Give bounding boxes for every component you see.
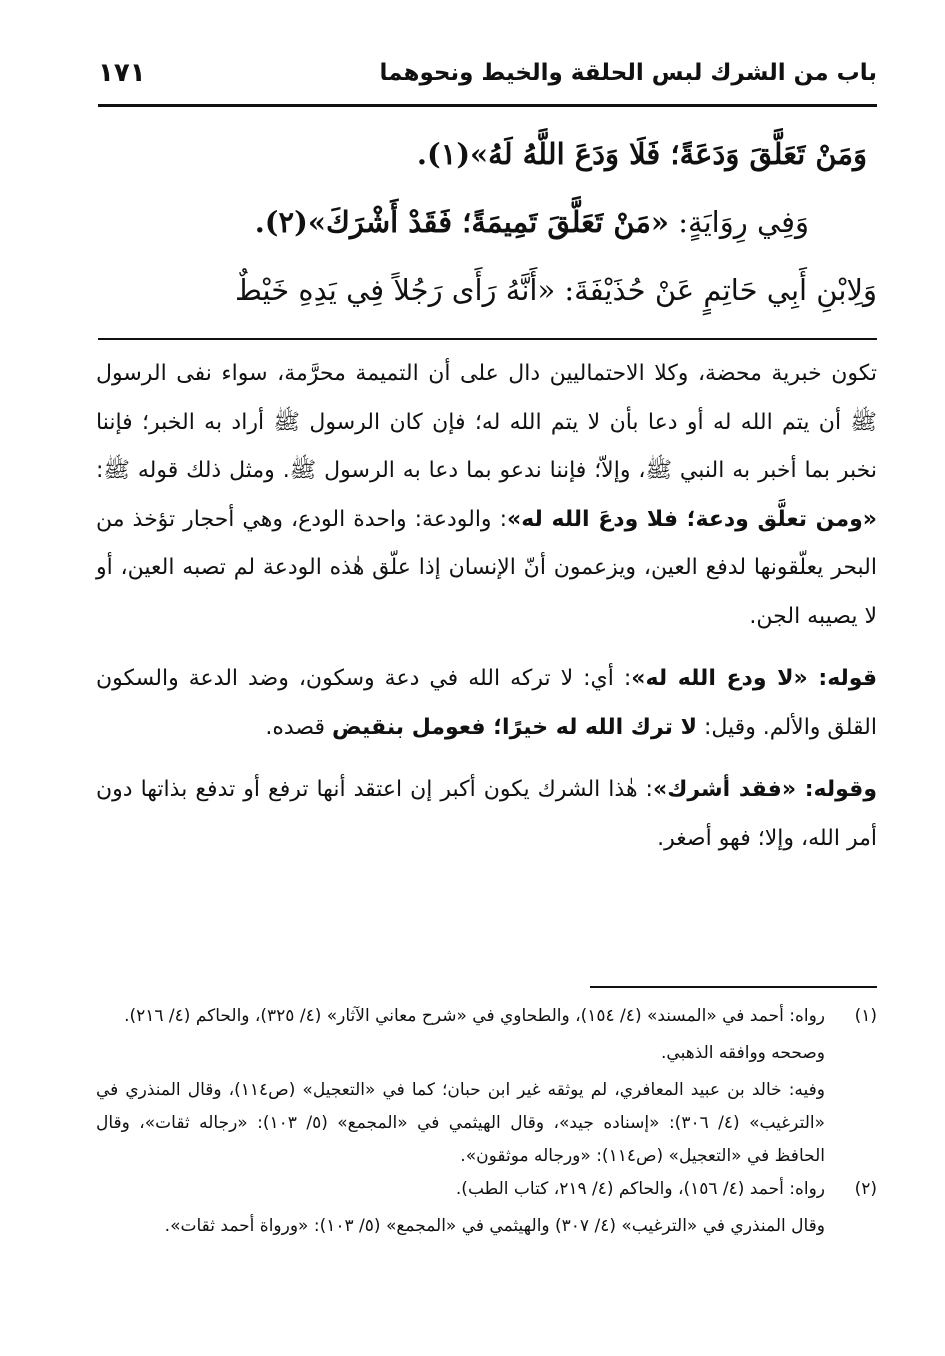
- page-number: ١٧١: [98, 58, 146, 88]
- p2-text-a: : أي: لا تركه الله في دعة وسكون، وضد الدعة والسكون القلق والألم. وقيل:: [96, 666, 877, 740]
- matn-line-2-quote: «مَنْ تَعَلَّقَ تَمِيمَةً؛ فَقَدْ أَشْرَكَ»(٢).: [254, 205, 670, 239]
- p3-lead: وقوله: «فقد أشرك»: [652, 777, 877, 802]
- p2-bold: لا ترك الله له خيرًا؛ فعومل بنقيض: [331, 714, 697, 740]
- p2-text-b: قصده.: [265, 714, 332, 740]
- commentary-paragraph-3: [96, 766, 877, 863]
- matn-line-3: وَلِابْنِ أَبِي حَاتِمٍ عَنْ حُذَيْفَةَ: «أَنَّهُ رَأَى رَجُلاً فِي يَدِهِ خَيْطٌ: [234, 273, 877, 307]
- footnote-line: رواه: أحمد (٤/ ١٥٦)، والحاكم (٤/ ٢١٩، كتاب الطب).: [455, 1179, 825, 1199]
- footnote-body: [96, 1000, 825, 1173]
- footnote-line: وفيه: خالد بن عبيد المعافري، لم يوثقه غير ابن حبان؛ كما في «التعجيل» (ص١١٤)، وقال المنذري في «الترغيب» (٤/ ٣٠٦): «إسناده جيد»، وقال الهيثمي في «المجمع» (٥/ ١٠٣): «رجاله ثقات»، وقال الحافظ في «التعجيل» (ص١١٤): «ورجاله موثقون».: [96, 1080, 825, 1166]
- footnote-divider: [590, 986, 877, 988]
- footnotes: [96, 1000, 877, 1243]
- p2-lead: قوله: «لا ودع الله له»: [631, 666, 877, 691]
- footnote-number: (٢): [854, 1179, 877, 1199]
- footnote-1: [96, 1000, 877, 1173]
- p1-text-a: تكون خبرية محضة، وكلا الاحتماليين دال على أن التميمة محرَّمة، سواء نفى الرسول ﷺ أن يتم الله له أو دعا بأن لا يتم الله له؛ فإن كان الرسول ﷺ أراد به الخبر؛ فإننا نخبر بما أخبر به النبي ﷺ، وإلاّ؛ فإننا ندعو بما دعا به الرسول ﷺ. ومثل ذلك قوله ﷺ:: [96, 361, 877, 483]
- matn-text: [98, 120, 877, 324]
- p1-text-b: : والودعة: واحدة الودع، وهي أحجار تؤخذ من البحر يعلّقونها لدفع العين، ويزعمون أنّ الإنسان إذا علّق هٰذه الودعة لم تصبه العين، أو لا يصيبه الجن.: [96, 506, 877, 629]
- matn-line-2: [98, 188, 877, 256]
- commentary-paragraph-1: [96, 350, 877, 641]
- p3-text-a: : هٰذا الشرك يكون أكبر إن اعتقد أنها ترفع أو تدفع بذاتها دون أمر الله، وإلا؛ فهو أصغر.: [96, 777, 877, 851]
- footnote-line: رواه: أحمد في «المسند» (٤/ ١٥٤)، والطحاوي في «شرح معاني الآثار» (٤/ ٣٢٥)، والحاكم (٤/ ٢١٦).: [124, 1006, 825, 1026]
- header-divider: [98, 104, 877, 107]
- footnote-2: [96, 1173, 877, 1243]
- matn-line-1: وَمَنْ تَعَلَّقَ وَدَعَةً؛ فَلَا وَدَعَ اللَّهُ لَهُ»(١).: [416, 137, 867, 171]
- matn-divider: [98, 338, 877, 340]
- footnote-line: وقال المنذري في «الترغيب» (٤/ ٣٠٧) والهيثمي في «المجمع» (٥/ ١٠٣): «ورواة أحمد ثقات».: [164, 1216, 825, 1236]
- p1-quote: «ومن تعلَّق ودعة؛ فلا ودعَ الله له»: [506, 506, 877, 532]
- footnote-line: وصححه ووافقه الذهبي.: [661, 1043, 825, 1063]
- running-header: [98, 48, 877, 98]
- footnote-number: (١): [854, 1006, 877, 1026]
- matn-line-2-prefix: وَفِي رِوَايَةٍ:: [669, 205, 809, 239]
- commentary: [96, 350, 877, 863]
- footnote-body: [96, 1173, 825, 1243]
- commentary-paragraph-2: [96, 655, 877, 752]
- chapter-title: باب من الشرك لبس الحلقة والخيط ونحوهما: [379, 60, 877, 86]
